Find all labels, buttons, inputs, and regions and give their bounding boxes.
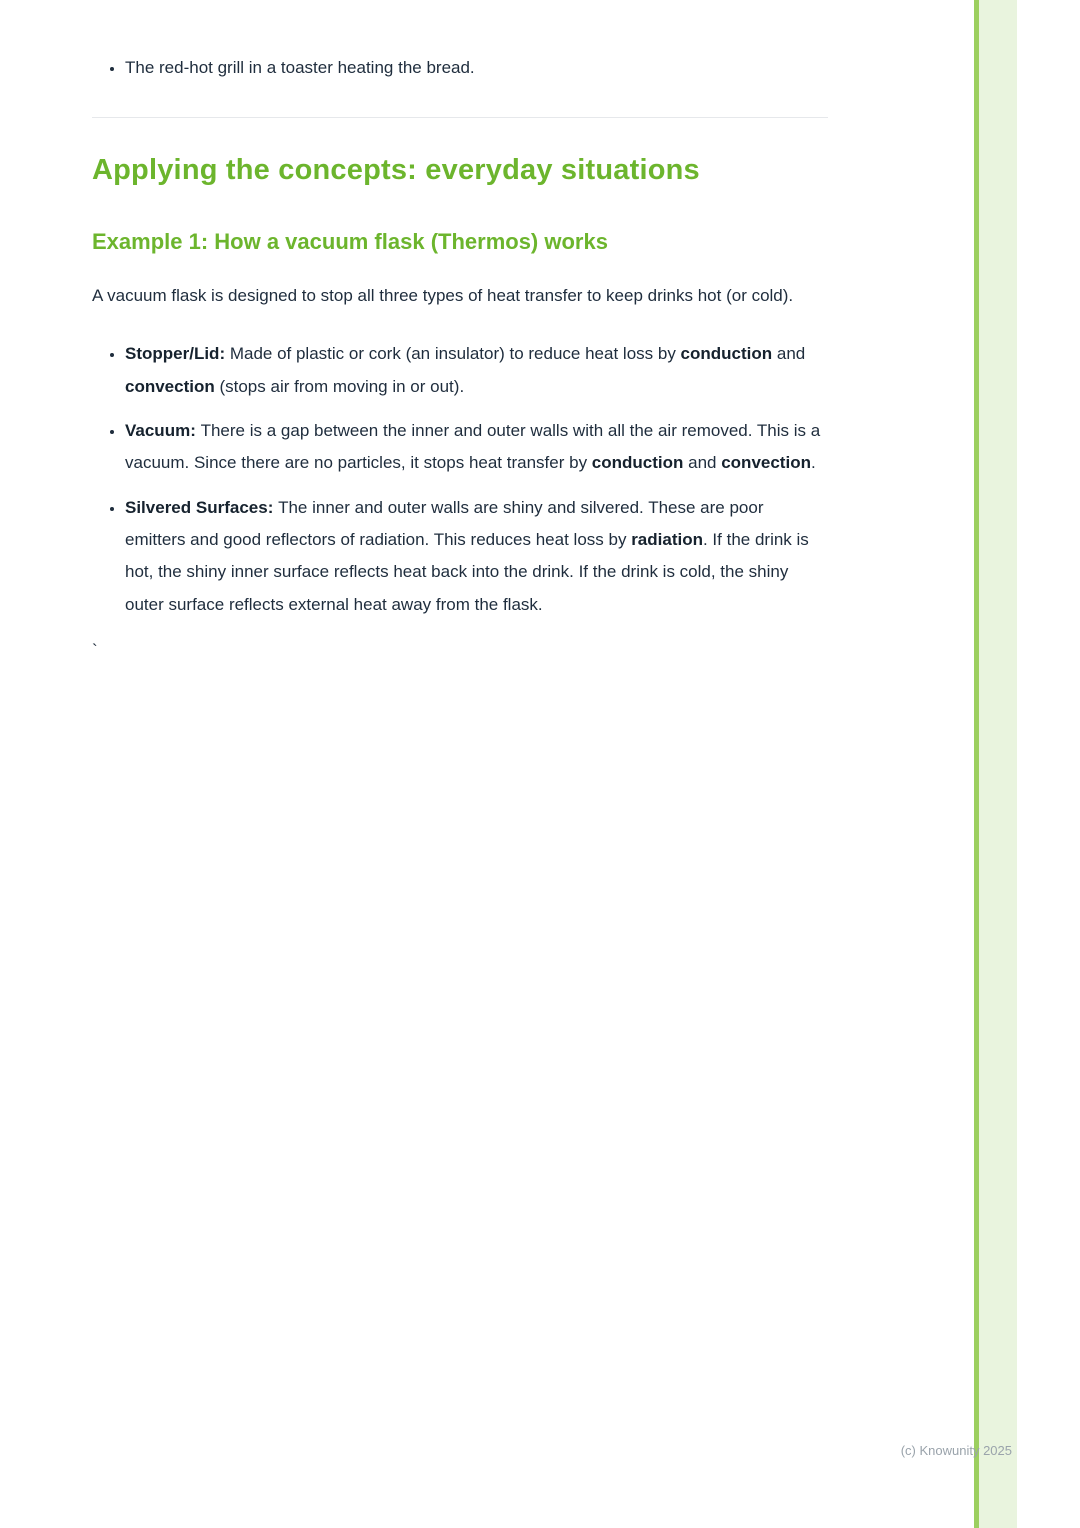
example-subheading: Example 1: How a vacuum flask (Thermos) works xyxy=(92,229,608,255)
bold-text-segment: convection xyxy=(721,453,811,473)
bold-text-segment: conduction xyxy=(591,453,684,473)
list-item xyxy=(125,492,828,621)
list-item xyxy=(125,415,828,480)
text-segment: (stops air from moving in or out). xyxy=(214,376,465,396)
list-item xyxy=(125,338,828,403)
text-segment: . If the drink is hot, the shiny inner surface reflects heat back into the drink. If the drink is cold, the shiny outer surface reflects external heat away from the flask. xyxy=(125,529,809,614)
stray-backtick: ` xyxy=(92,640,98,660)
flask-bullet-list xyxy=(92,338,828,620)
bold-text-segment: radiation xyxy=(631,529,703,549)
copyright-footer: (c) Knowunity 2025 xyxy=(900,1443,1012,1458)
section-heading: Applying the concepts: everyday situations xyxy=(92,154,700,187)
top-bullet-text: The red-hot grill in a toaster heating the bread. xyxy=(125,58,475,77)
text-segment: and xyxy=(683,453,722,473)
accent-stripe-band xyxy=(979,0,1017,1528)
text-segment: The inner and outer walls are shiny and silvered. These are poor emitters and good reflectors of radiation. This reduces heat loss by xyxy=(125,497,764,549)
text-segment: There is a gap between the inner and outer walls with all the air removed. This is a vacuum. Since there are no particles, it stops heat transfer by xyxy=(125,421,821,473)
list-item xyxy=(125,52,828,84)
bold-text-segment: convection xyxy=(125,376,215,396)
bold-text-segment: conduction xyxy=(680,344,773,364)
text-segment: . xyxy=(810,453,816,473)
document-content xyxy=(92,0,828,667)
intro-paragraph: A vacuum flask is designed to stop all three types of heat transfer to keep drinks hot (or cold). xyxy=(92,286,794,306)
divider xyxy=(92,117,828,118)
bold-text-segment: Silvered Surfaces: xyxy=(125,497,279,517)
bold-text-segment: Vacuum: xyxy=(125,421,201,441)
top-bullet-list xyxy=(92,0,828,84)
text-segment: Made of plastic or cork (an insulator) to reduce heat loss by xyxy=(229,344,681,364)
bold-text-segment: Stopper/Lid: xyxy=(125,344,230,364)
text-segment: and xyxy=(772,344,806,364)
